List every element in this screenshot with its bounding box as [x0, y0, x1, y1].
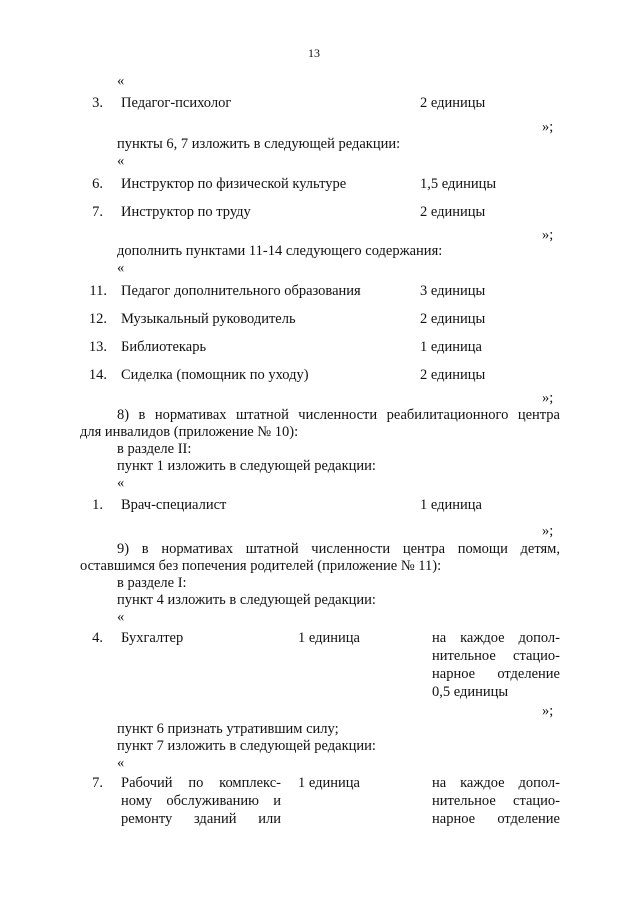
unit-count: 2 единицы: [420, 311, 486, 327]
row-number: 13.: [88, 339, 107, 355]
unit-count: 2 единицы: [420, 367, 486, 383]
instruction-text: пункт 4 изложить в следующей редакции:: [117, 592, 376, 608]
row-number: 12.: [88, 311, 107, 327]
note-line: нительное стацио-: [432, 648, 560, 664]
note-line: на каждое допол-: [432, 630, 560, 646]
open-quote: «: [117, 260, 125, 276]
row-number: 3.: [92, 95, 103, 111]
close-quote: »;: [542, 227, 554, 243]
close-quote: »;: [542, 703, 554, 719]
position-name: Музыкальный руководитель: [121, 311, 296, 327]
paragraph-line: 9) в нормативах штатной численности центра помощи детям,: [117, 541, 560, 557]
note-cell: [432, 774, 560, 828]
section-text: в разделе I:: [117, 575, 187, 591]
position-name: Педагог дополнительного образования: [121, 283, 361, 299]
position-name: Педагог-психолог: [121, 95, 232, 111]
instruction-text: пункт 7 изложить в следующей редакции:: [117, 738, 376, 754]
unit-count: 1 единица: [298, 775, 360, 791]
open-quote: «: [117, 609, 125, 625]
row-number: 4.: [92, 630, 103, 646]
section-text: в разделе II:: [117, 441, 192, 457]
note-cell: [432, 629, 560, 701]
note-line: нарное отделение: [432, 811, 560, 827]
position-name: Врач-специалист: [121, 497, 227, 513]
row-number: 14.: [88, 367, 107, 383]
position-name-cell: [121, 774, 281, 828]
close-quote: »;: [542, 523, 554, 539]
instruction-text: пункт 1 изложить в следующей редакции:: [117, 458, 376, 474]
position-name-line: Рабочий по комплекс-: [121, 775, 281, 791]
close-quote: »;: [542, 119, 554, 135]
unit-count: 3 единицы: [420, 283, 486, 299]
row-number: 7.: [92, 775, 103, 791]
position-name: Инструктор по физической культуре: [121, 176, 347, 192]
unit-count: 1 единица: [420, 497, 482, 513]
paragraph-line: 8) в нормативах штатной численности реабилитационного центра: [117, 407, 560, 423]
note-line: нарное отделение: [432, 666, 560, 682]
instruction-text: дополнить пунктами 11-14 следующего содержания:: [117, 243, 443, 259]
position-name: Сиделка (помощник по уходу): [121, 367, 309, 383]
open-quote: «: [117, 475, 125, 491]
row-number: 11.: [89, 283, 107, 299]
page-number: 13: [308, 46, 320, 60]
open-quote: «: [117, 73, 125, 89]
open-quote: «: [117, 153, 125, 169]
instruction-text: пункт 6 признать утратившим силу;: [117, 721, 339, 737]
position-name-line: ремонту зданий или: [121, 811, 281, 827]
row-number: 1.: [92, 497, 103, 513]
unit-count: 2 единицы: [420, 204, 486, 220]
position-name-line: ному обслуживанию и: [121, 793, 281, 809]
note-line: на каждое допол-: [432, 775, 560, 791]
open-quote: «: [117, 755, 125, 771]
unit-count: 2 единицы: [420, 95, 486, 111]
unit-count: 1,5 единицы: [420, 176, 497, 192]
close-quote: »;: [542, 390, 554, 406]
row-number: 7.: [92, 204, 103, 220]
position-name: Библиотекарь: [121, 339, 207, 355]
paragraph-line: для инвалидов (приложение № 10):: [80, 424, 299, 440]
paragraph-line: оставшимся без попечения родителей (приложение № 11):: [80, 558, 442, 574]
note-line: 0,5 единицы: [432, 684, 509, 700]
note-line: нительное стацио-: [432, 793, 560, 809]
unit-count: 1 единица: [420, 339, 482, 355]
instruction-text: пункты 6, 7 изложить в следующей редакции:: [117, 136, 401, 152]
unit-count: 1 единица: [298, 630, 360, 646]
position-name: Инструктор по труду: [121, 204, 251, 220]
row-number: 6.: [92, 176, 103, 192]
position-name: Бухгалтер: [121, 630, 184, 646]
